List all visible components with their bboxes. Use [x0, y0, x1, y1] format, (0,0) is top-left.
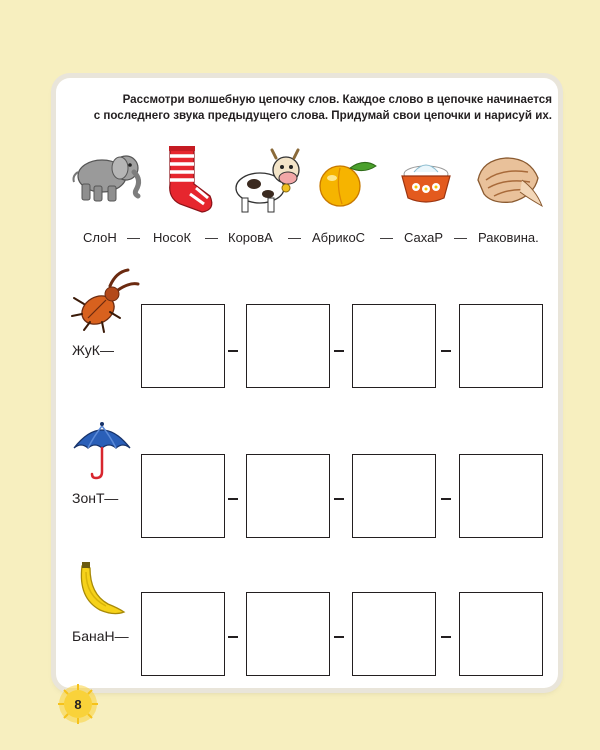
- drawing-box-3-1[interactable]: [141, 592, 225, 676]
- row-word-2: ЗонТ—: [72, 490, 119, 506]
- drawing-box-1-2[interactable]: [246, 304, 330, 388]
- row-3-separator-1: [228, 636, 238, 638]
- sugar-bowl-picture: [396, 158, 456, 208]
- apricot-picture: [316, 158, 380, 208]
- drawing-box-2-2[interactable]: [246, 454, 330, 538]
- row-1-separator-3: [441, 350, 451, 352]
- drawing-box-3-3[interactable]: [352, 592, 436, 676]
- drawing-box-2-4[interactable]: [459, 454, 543, 538]
- chain-dash-2: —: [205, 230, 218, 245]
- chain-word-2: НосоК: [153, 230, 192, 245]
- drawing-box-1-3[interactable]: [352, 304, 436, 388]
- chain-word-4: АбрикоС: [312, 230, 366, 245]
- row-1-separator-2: [334, 350, 344, 352]
- instructions-line-1: Рассмотри волшебную цепочку слов. Каждое слово в цепочке начинается: [122, 93, 552, 106]
- elephant-picture: [68, 146, 148, 206]
- instructions: [70, 92, 552, 124]
- drawing-box-3-2[interactable]: [246, 592, 330, 676]
- chain-word-6: Раковина.: [478, 230, 539, 245]
- chain-dash-3: —: [288, 230, 301, 245]
- sock-picture: [160, 144, 216, 216]
- drawing-box-1-1[interactable]: [141, 304, 225, 388]
- drawing-box-1-4[interactable]: [459, 304, 543, 388]
- row-word-1: ЖуК—: [72, 342, 114, 358]
- chain-word-1: СлоН: [83, 230, 117, 245]
- chain-dash-4: —: [380, 230, 393, 245]
- row-2-separator-3: [441, 498, 451, 500]
- row-2-separator-2: [334, 498, 344, 500]
- banana-picture: [74, 562, 128, 618]
- chain-dash-1: —: [127, 230, 140, 245]
- row-word-3: БанаН—: [72, 628, 129, 644]
- drawing-box-2-1[interactable]: [141, 454, 225, 538]
- row-2-separator-1: [228, 498, 238, 500]
- row-1-separator-1: [228, 350, 238, 352]
- umbrella-picture: [70, 418, 134, 482]
- stag-beetle-picture: [70, 268, 140, 334]
- chain-word-5: СахаР: [404, 230, 444, 245]
- instructions-line-2: с последнего звука предыдущего слова. Придумай свои цепочки и нарисуй их.: [93, 109, 552, 122]
- drawing-box-2-3[interactable]: [352, 454, 436, 538]
- cow-picture: [228, 146, 304, 218]
- row-3-separator-2: [334, 636, 344, 638]
- seashell-picture: [472, 150, 544, 210]
- chain-word-3: КоровА: [228, 230, 273, 245]
- page-number: 8: [74, 697, 82, 712]
- drawing-box-3-4[interactable]: [459, 592, 543, 676]
- chain-dash-5: —: [454, 230, 467, 245]
- row-3-separator-3: [441, 636, 451, 638]
